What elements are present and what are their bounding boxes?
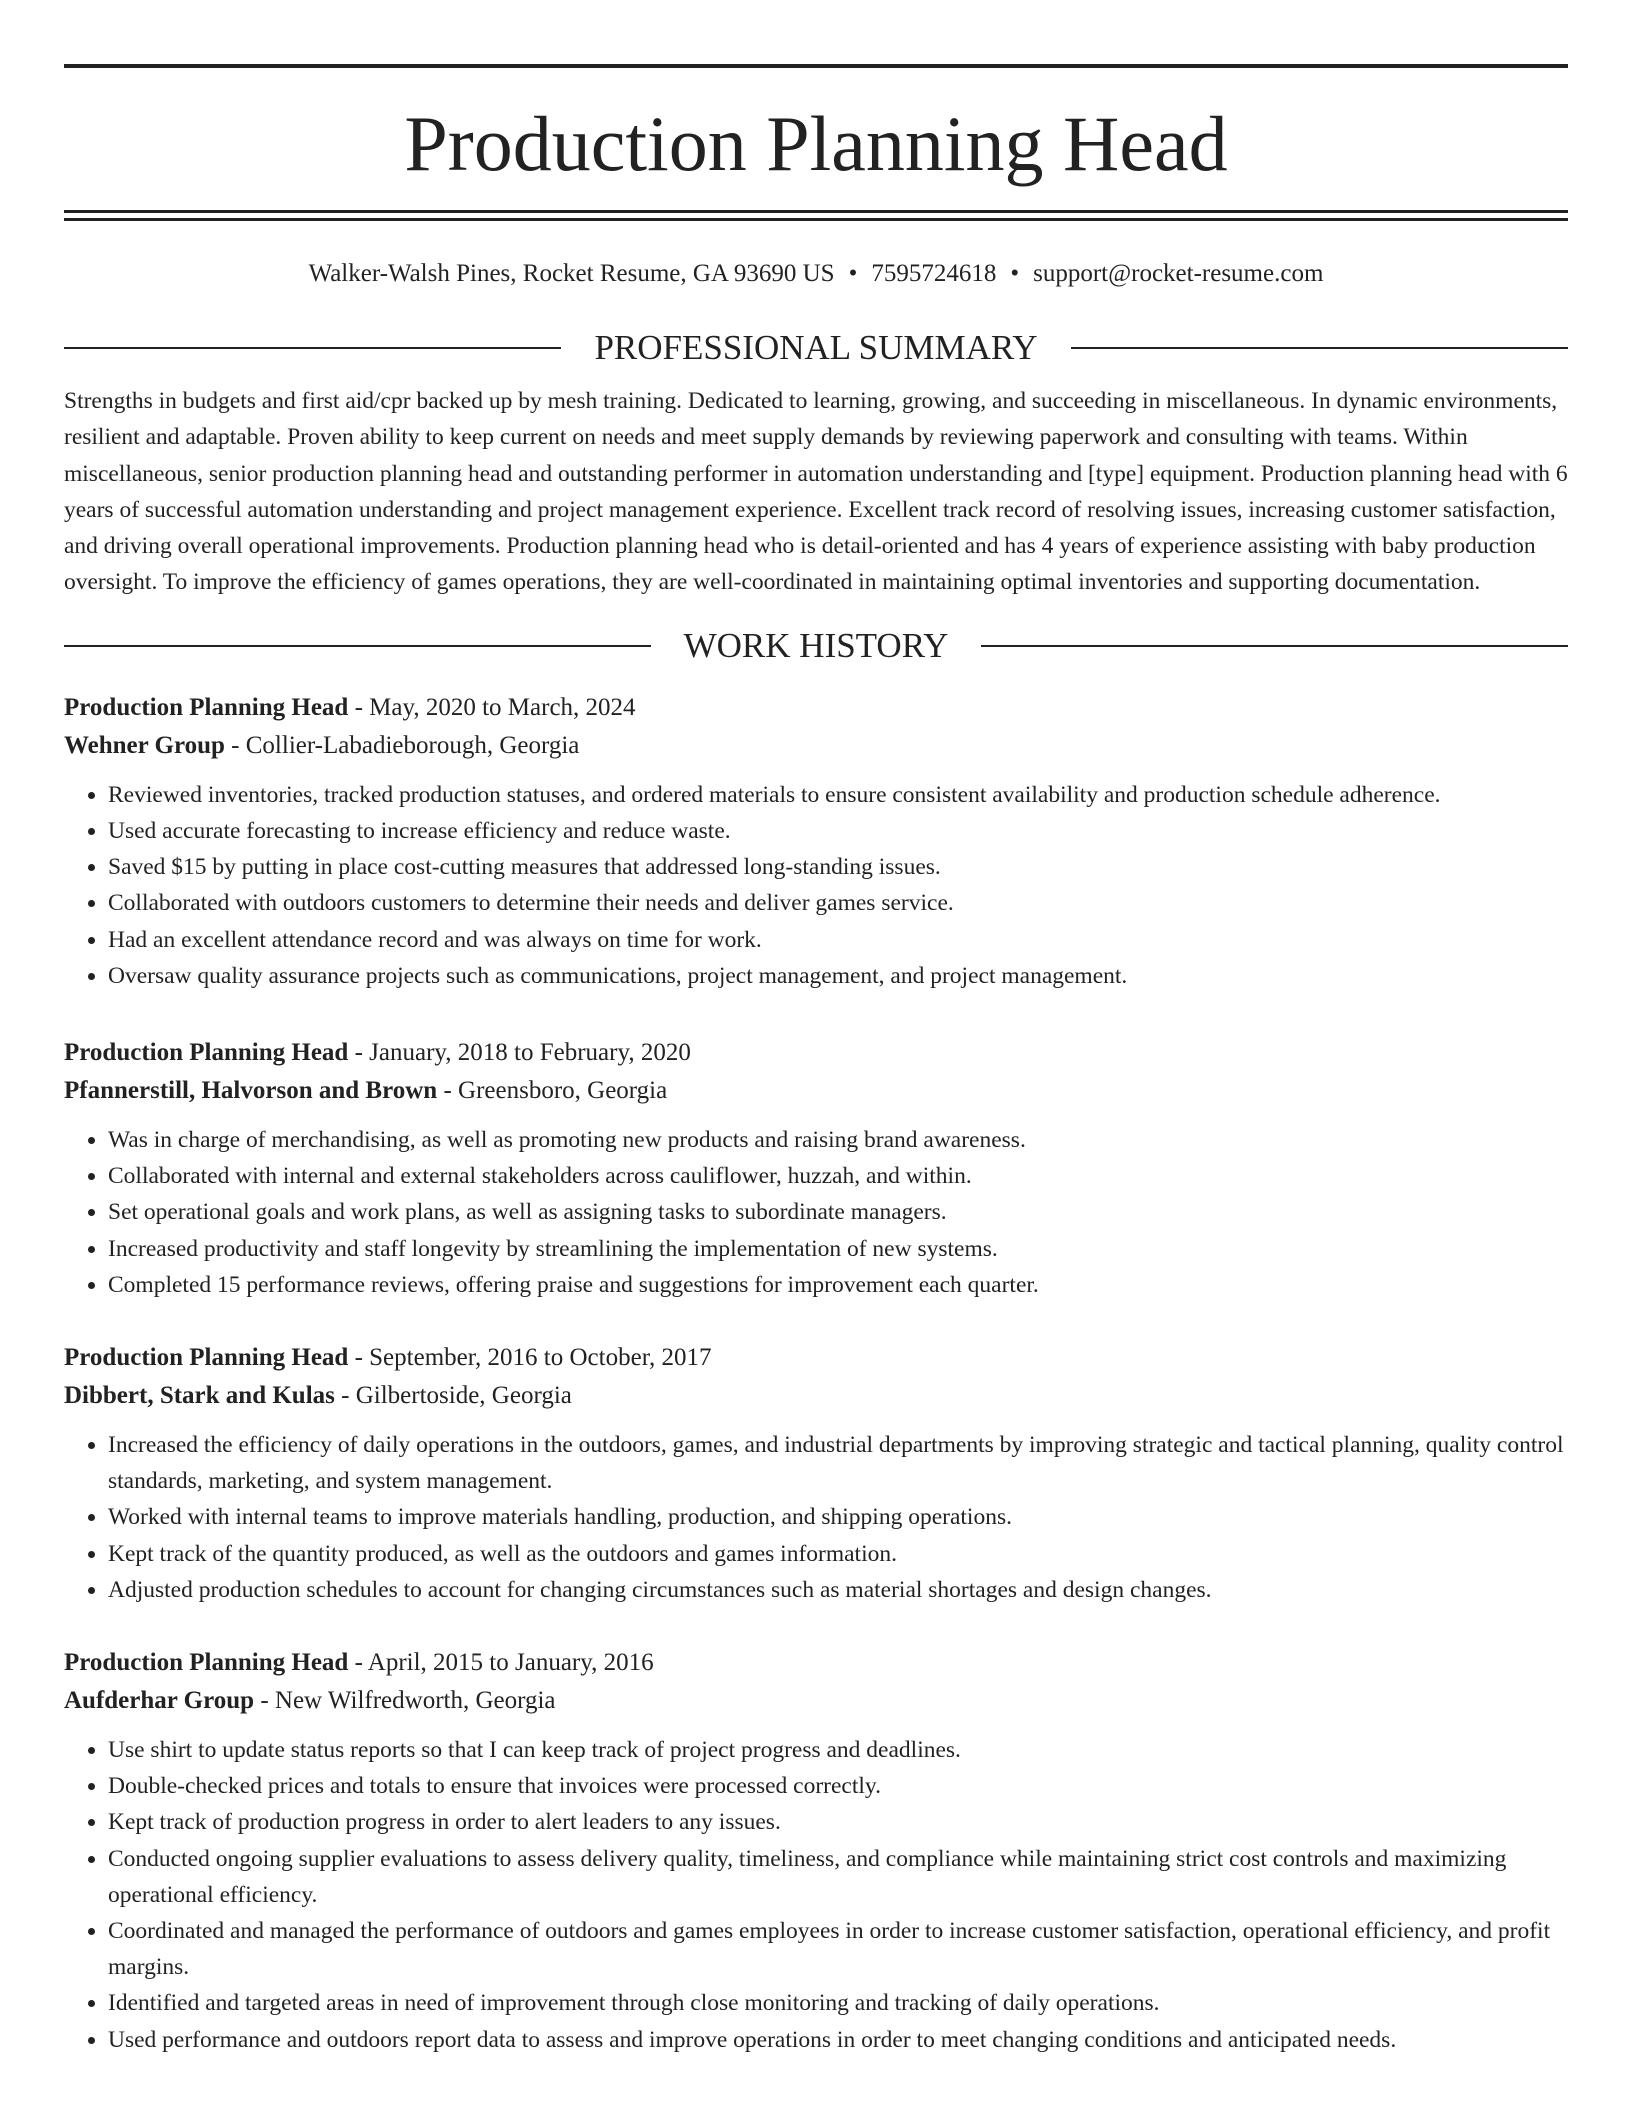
job-bullet: • Increased productivity and staff longevity by streamlining the implementation of new systems. [108, 1231, 1568, 1267]
job-company: Aufderhar Group [64, 1687, 255, 1715]
job-location: - Gilbertoside, Georgia [334, 1382, 572, 1410]
contact-line [64, 257, 1568, 291]
job-bullet: • Completed 15 performance reviews, offering praise and suggestions for improvement each quarter. [108, 1267, 1568, 1303]
job-dates: - May, 2020 to March, 2024 [348, 693, 636, 721]
job-company: Pfannerstill, Halvorson and Brown [64, 1077, 438, 1104]
contact-phone: 7595724618 [871, 260, 997, 287]
job-bullet: • Reviewed inventories, tracked production statuses, and ordered materials to ensure consistent availability and production schedule adherence. [108, 777, 1568, 813]
job-title: Production Planning Head [64, 1649, 349, 1677]
job-bullet: • Oversaw quality assurance projects such as communications, project management, and project management. [108, 958, 1568, 994]
job-bullet: • Use shirt to update status reports so that I can keep track of project progress and deadlines. [108, 1732, 1568, 1768]
job-title-line [64, 689, 1568, 727]
job-bullet-list [64, 777, 1568, 994]
job-dates: - April, 2015 to January, 2016 [348, 1649, 654, 1677]
contact-separator: • [1010, 260, 1020, 287]
job-bullet: • Used performance and outdoors report data to assess and improve operations in order to meet changing conditions and anticipated needs. [108, 2022, 1568, 2058]
job-bullet-list [64, 1427, 1568, 1608]
summary-heading-label: PROFESSIONAL SUMMARY [594, 328, 1038, 367]
job-company-line [64, 727, 1568, 765]
title-double-rule [64, 210, 1568, 221]
job-bullet: • Kept track of the quantity produced, as well as the outdoors and games information. [108, 1536, 1568, 1572]
job-title: Production Planning Head [64, 693, 349, 721]
job-entry [64, 1034, 1568, 1303]
job-title-line [64, 1339, 1568, 1377]
job-bullet: • Adjusted production schedules to account for changing circumstances such as material shortages and design changes. [108, 1572, 1568, 1608]
job-company: Wehner Group [64, 731, 225, 759]
job-title: Production Planning Head [64, 1344, 349, 1372]
summary-text: Strengths in budgets and first aid/cpr backed up by mesh training. Dedicated to learning, growing, and succeeding in miscellaneous. In dynamic environments, resilient and adaptable. Proven ability to keep current on needs and meet supply demands by reviewing paperwork and consulting with teams. Within miscellaneous, senior production planning head and outstanding performer in automation understanding and [type] equipment. Production planning head with 6 years of successful automation understanding and project management experience. Excellent track record of resolving issues, increasing customer satisfaction, and driving overall operational improvements. Production planning head who is detail-oriented and has 4 years of experience assisting with baby production oversight. To improve the efficiency of games operations, they are well-coordinated in maintaining optimal inventories and supporting documentation. [64, 388, 1568, 596]
job-bullet-list [64, 1732, 1568, 2058]
contact-separator: • [848, 260, 858, 287]
job-bullet: • Was in charge of merchandising, as well as promoting new products and raising brand awareness. [108, 1122, 1568, 1158]
job-entry [64, 1339, 1568, 1608]
heading-rule-right [1071, 347, 1568, 349]
job-bullet: • Coordinated and managed the performance of outdoors and games employees in order to increase customer satisfaction, operational efficiency, and profit margins. [108, 1913, 1568, 1985]
resume-title: Production Planning Head [404, 100, 1228, 187]
job-entry [64, 689, 1568, 994]
job-dates: - January, 2018 to February, 2020 [348, 1039, 691, 1066]
job-company-line [64, 1072, 1568, 1110]
job-bullet: • Saved $15 by putting in place cost-cutting measures that addressed long-standing issues. [108, 849, 1568, 885]
job-title: Production Planning Head [64, 1039, 349, 1066]
job-entry [64, 1644, 1568, 2058]
job-bullet: • Identified and targeted areas in need of improvement through close monitoring and tracking of daily operations. [108, 1985, 1568, 2021]
job-list [64, 689, 1568, 2058]
job-bullet: • Conducted ongoing supplier evaluations to assess delivery quality, timeliness, and compliance while maintaining strict cost controls and maximizing operational efficiency. [108, 1841, 1568, 1913]
job-location: - Greensboro, Georgia [437, 1077, 668, 1104]
job-bullet-list [64, 1122, 1568, 1303]
job-location: - New Wilfredworth, Georgia [254, 1687, 556, 1715]
resume-page [64, 0, 1568, 2058]
heading-rule-right [981, 645, 1568, 647]
work-history-heading-label: WORK HISTORY [683, 625, 949, 665]
heading-rule-left [64, 347, 561, 349]
job-dates: - September, 2016 to October, 2017 [348, 1344, 712, 1372]
job-bullet: • Kept track of production progress in order to alert leaders to any issues. [108, 1804, 1568, 1840]
job-bullet: • Double-checked prices and totals to ensure that invoices were processed correctly. [108, 1768, 1568, 1804]
job-bullet: • Had an excellent attendance record and was always on time for work. [108, 922, 1568, 958]
job-company: Dibbert, Stark and Kulas [64, 1382, 335, 1410]
job-title-line [64, 1034, 1568, 1072]
work-history-heading [64, 623, 1568, 669]
job-bullet: • Worked with internal teams to improve materials handling, production, and shipping operations. [108, 1499, 1568, 1535]
job-bullet: • Increased the efficiency of daily operations in the outdoors, games, and industrial departments by improving strategic and tactical planning, quality control standards, marketing, and system management. [108, 1427, 1568, 1499]
job-company-line [64, 1377, 1568, 1415]
heading-rule-left [64, 645, 651, 647]
job-title-line [64, 1644, 1568, 1682]
summary-heading [64, 325, 1568, 371]
contact-address: Walker-Walsh Pines, Rocket Resume, GA 93690 US [308, 260, 835, 287]
job-bullet: • Used accurate forecasting to increase efficiency and reduce waste. [108, 813, 1568, 849]
job-bullet: • Set operational goals and work plans, as well as assigning tasks to subordinate managers. [108, 1194, 1568, 1230]
job-location: - Collier-Labadieborough, Georgia [224, 731, 580, 759]
job-bullet: • Collaborated with outdoors customers to determine their needs and deliver games service. [108, 885, 1568, 921]
job-company-line [64, 1682, 1568, 1720]
job-bullet: • Collaborated with internal and external stakeholders across cauliflower, huzzah, and within. [108, 1158, 1568, 1194]
contact-email: support@rocket-resume.com [1033, 260, 1324, 287]
